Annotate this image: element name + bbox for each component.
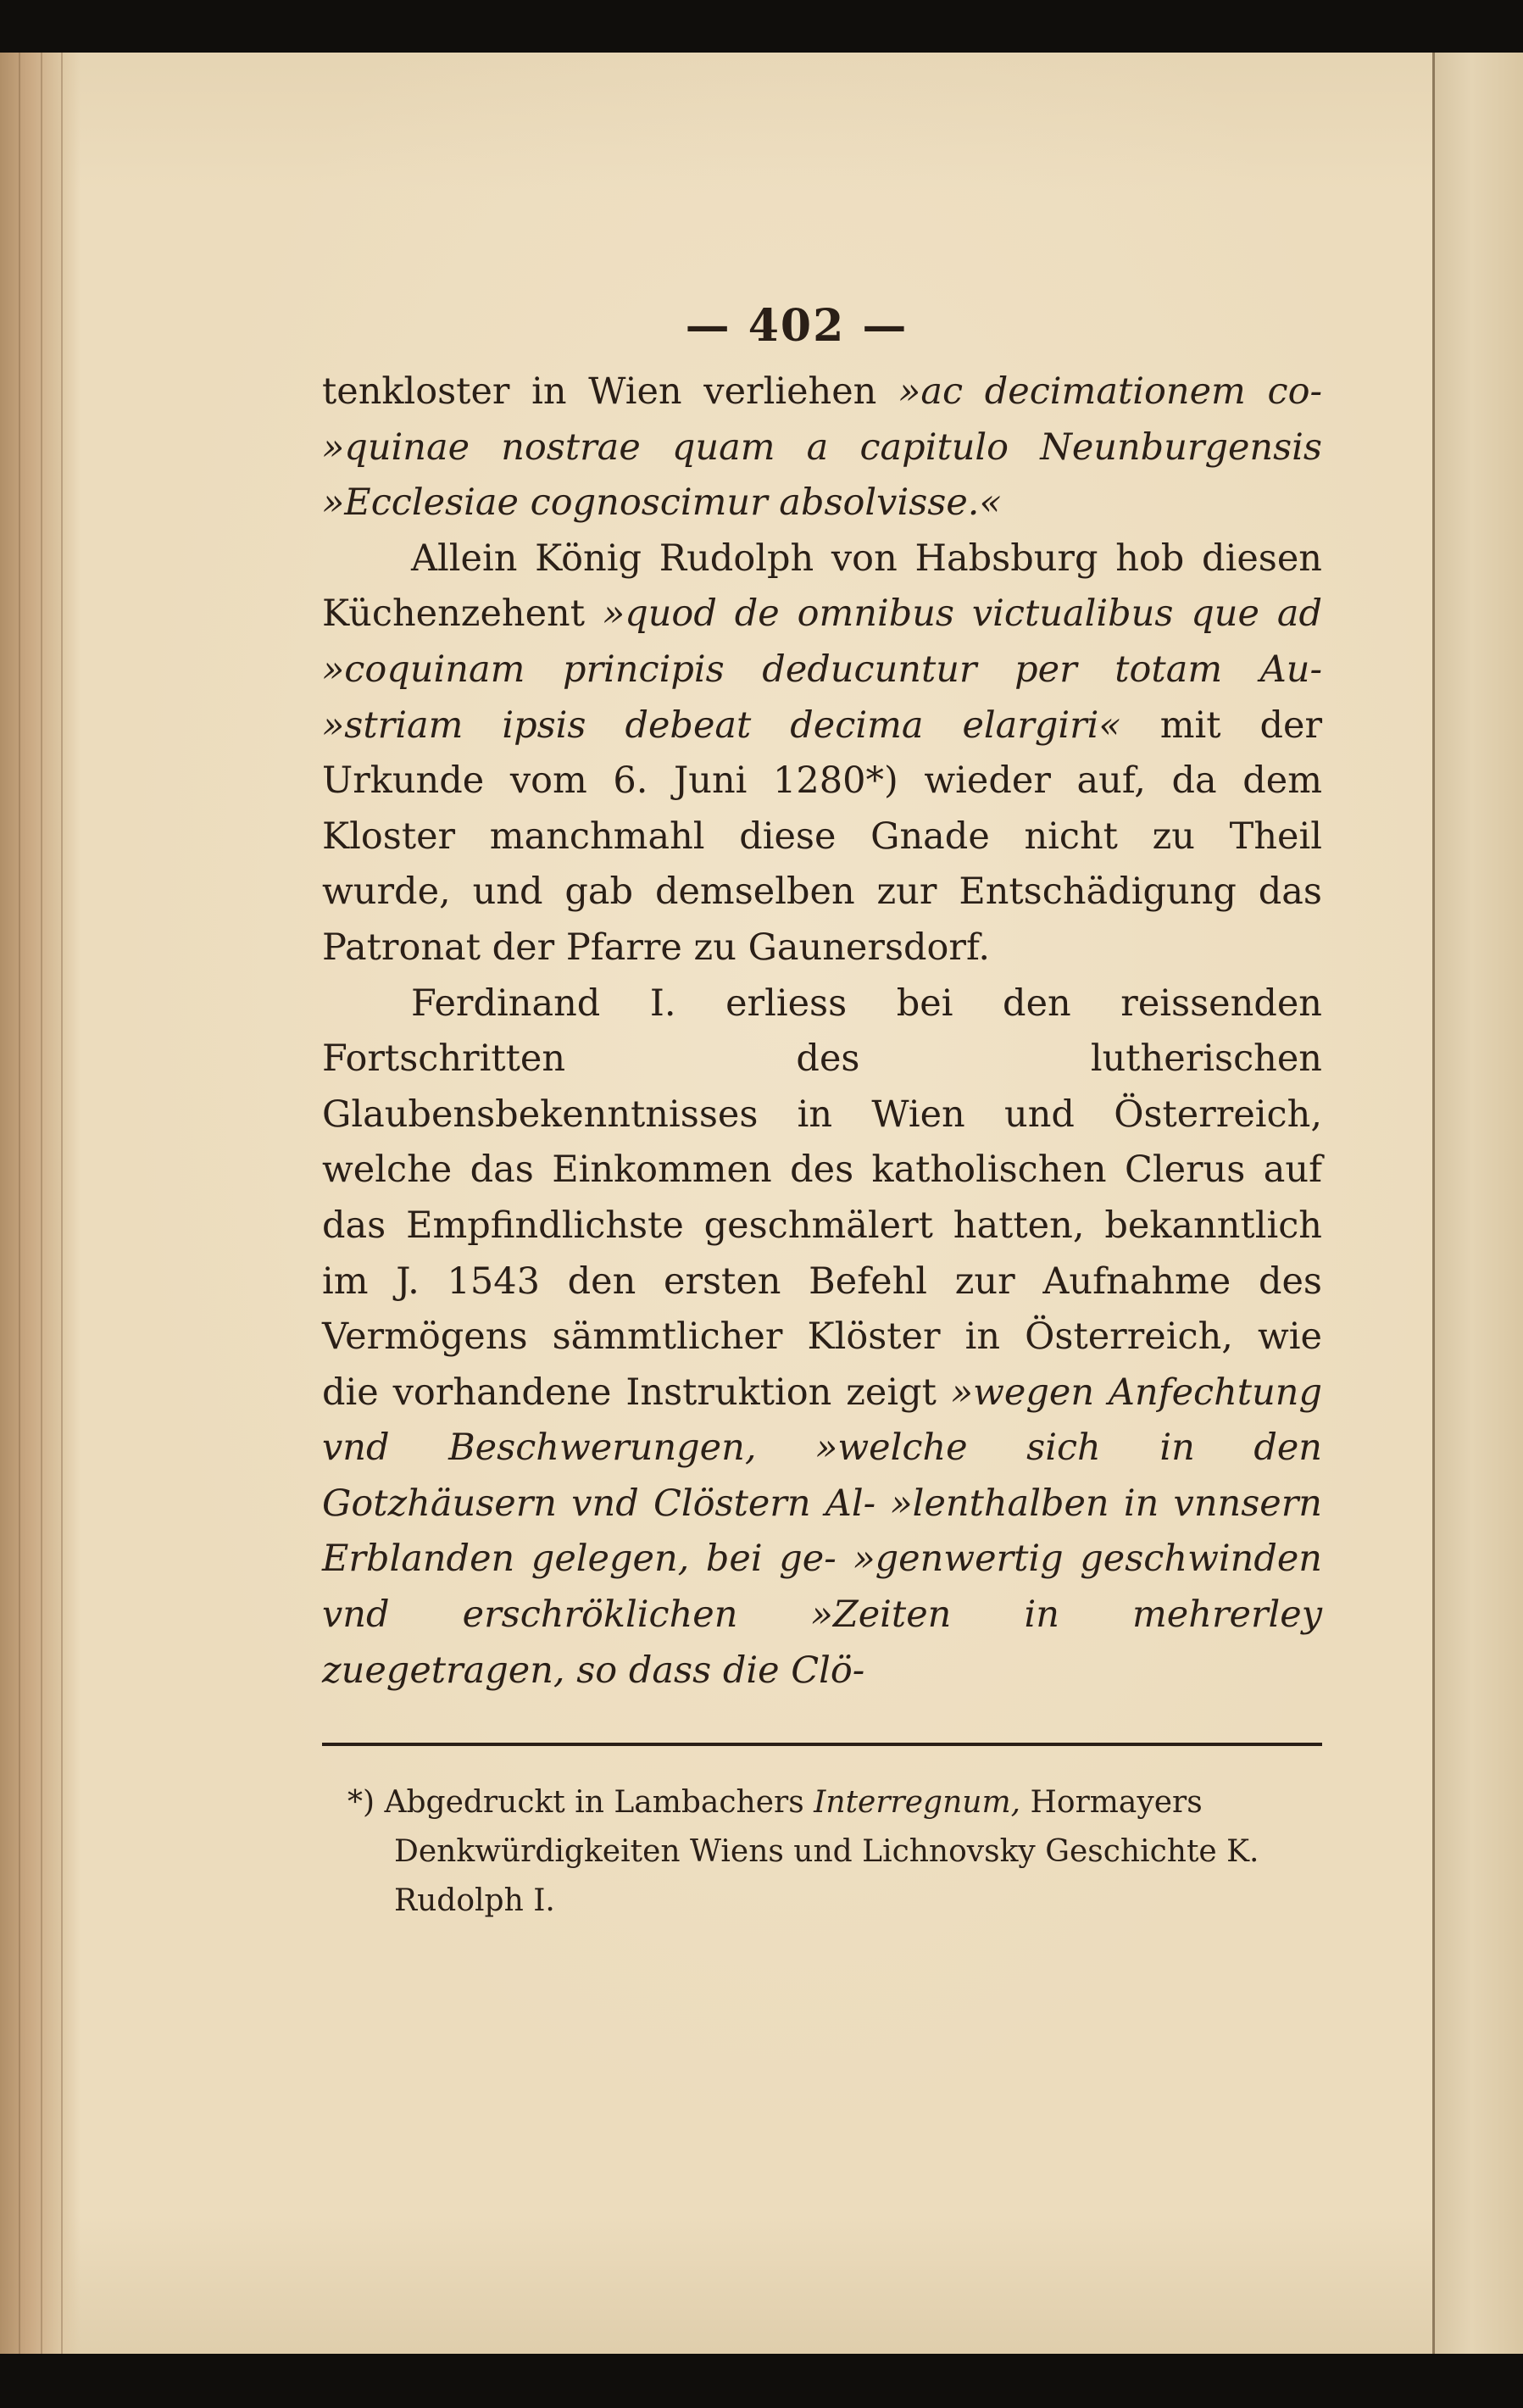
footnote <box>347 1778 1322 1926</box>
paragraph-2-latin-quote: »quod de omnibus victualibus que ad »coquinam principis deducuntur per totam Au- »striam ipsis debeat decima elargiri« <box>322 592 1322 747</box>
paragraph-1-latin-quote: »ac decimationem co- »quinae nostrae quam a capitulo Neunburgensis »Ecclesiae cognoscimur absolvisse.« <box>322 370 1322 525</box>
footnote-separator-rule <box>322 1743 1322 1746</box>
page-number: — 402 — <box>685 300 909 352</box>
gutter-edge-line <box>19 53 20 2354</box>
gutter-edge-line <box>41 53 42 2354</box>
paragraph-1-text: tenkloster in Wien verliehen <box>322 370 899 413</box>
adjacent-page-edge <box>1432 53 1523 2354</box>
paragraph-2-text-b: mit der Urkunde vom 6. Juni 1280*) wieder auf, da dem Kloster manchmahl diese Gnade nicht zu Theil wurde, und gab demselben zur Entschädigung das Patronat der Pfarre zu Gaunersdorf. <box>322 703 1323 969</box>
paragraph-3-text: Ferdinand I. erliess bei den reissenden Fortschritten des lutherischen Glaubensbekenntnisses in Wien und Österreich, welche das Einkommen des katholischen Clerus auf das Empfindlichste geschmälert hatten, bekanntlich im J. 1543 den ersten Befehl zur Aufnahme des Vermögens sämmtlicher Klöster in Österreich, wie die vorhandene Instruktion zeigt <box>322 982 1322 1414</box>
paragraph-3 <box>322 976 1322 1699</box>
paragraph-1 <box>322 364 1322 531</box>
paragraph-3-quote: »wegen Anfechtung vnd Beschwerungen, »welche sich in den Gotzhäusern vnd Clöstern Al- »lenthalben in vnnsern Erblanden gelegen, bei ge- »genwertig geschwinden vnd erschröklichen »Zeiten in mehrerley zuegetragen, so dass die Clö- <box>322 1371 1322 1692</box>
footnote-text-a: *) Abgedruckt in Lambachers <box>347 1785 814 1820</box>
main-text <box>322 288 1322 1699</box>
footnote-title-interregnum: Interregnum, <box>814 1785 1021 1820</box>
footnote-text-b: Hormayers Denkwürdigkeiten Wiens und Lichnovsky Geschichte K. Rudolph I. <box>394 1785 1259 1918</box>
paragraph-2 <box>322 531 1322 976</box>
gutter-edge-line <box>61 53 63 2354</box>
paragraph-2-text-a: Allein König Rudolph von Habsburg hob diesen Küchenzehent <box>322 537 1322 636</box>
